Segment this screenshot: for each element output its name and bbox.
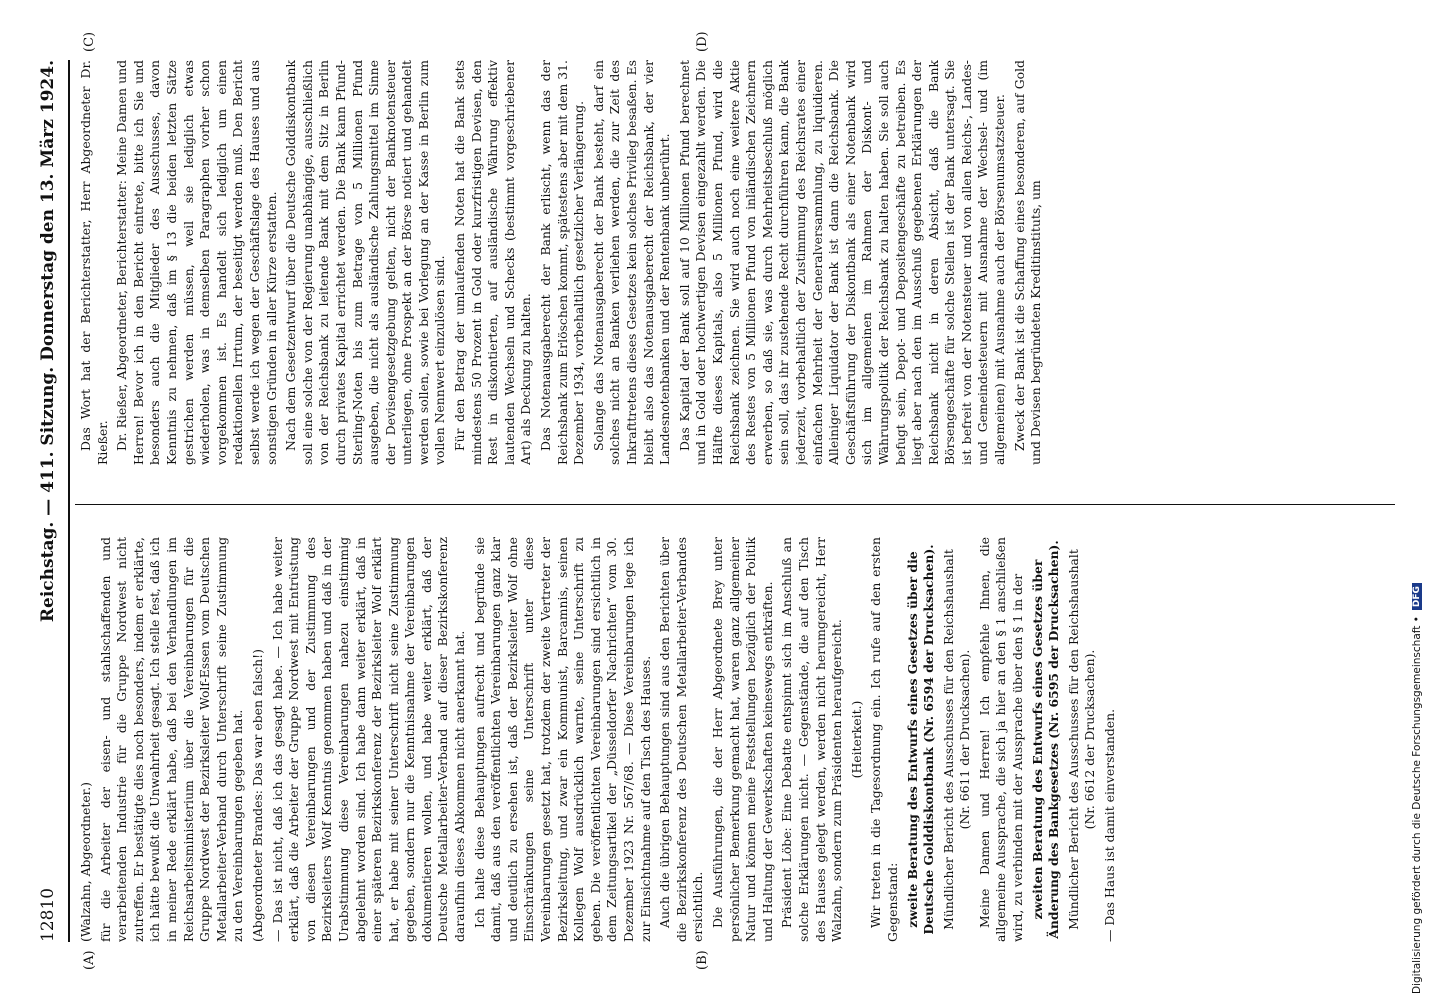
paragraph: Nach dem Gesetzentwurf über die Deutsche Golddiskontbank soll eine solche von der Regierung unabhängige, ausschließlich von der Reichsbank zu leitende Bank mit dem Sitz in Berlin durch privates Kapital errichtet werden. Die Bank kann Pfund-Sterling-Noten bis zum Betrage von 5 Millionen Pfund ausgeben, die nicht als ausländische Zahlungsmittel im Sinne der Devisengesetzgebung gelten, nicht der Banknotensteuer unterliegen, ohne Prospekt an der Börse notiert und gehandelt werden sollen, sowie bei Vorlegung an der Kasse in Berlin zum vollen Nennwert einzulösen sind. (283, 60, 448, 465)
paragraph: Wir treten in die Tagesordnung ein. Ich rufe auf den ersten Gegenstand: (868, 537, 900, 942)
page-header (38, 60, 70, 942)
paragraph: Das Wort hat der Berichterstatter, Herr Abgeordneter Dr. Rießer. (78, 60, 110, 465)
paragraph: Für den Betrag der umlaufenden Noten hat die Bank stets mindestens 50 Prozent in Gold oder kurzfristigen Devisen, den Rest in diskontierten, auf ausländische Währung effektiv lautenden Wechseln und Schecks (bestimmt vorgeschriebener Art) als Deckung zu halten. (452, 60, 534, 465)
paragraph: zweite Beratung des Entwurfs eines Gesetzes über die Deutsche Golddiskontbank (Nr. 6594 der Drucksachen). (904, 544, 937, 935)
paragraph: Mündlicher Bericht des Ausschusses für den Reichshaushalt (Nr. 6611 der Drucksachen). (940, 549, 973, 930)
dfg-logo: DFG (1412, 583, 1422, 610)
paragraph: Die Ausführungen, die der Herr Abgeordnete Brey unter persönlicher Bemerkung gemacht hat, waren ganz allgemeiner Natur und können meine Feststellungen bezüglich der Politik und Haltung der Gewerkschaften keineswegs entkräften. (709, 537, 775, 942)
digitization-footer (1404, 0, 1430, 1000)
paragraph: Das Notenausgaberecht der Bank erlischt, wenn das der Reichsbank zum Erlöschen kommt, spätestens aber mit dem 31. Dezember 1934, vorbehaltlich gesetzlicher Verlängerung. (538, 60, 587, 465)
paragraph: (Walzahn, Abgeordneter.) (78, 781, 93, 942)
right-text-column (78, 60, 1388, 465)
margin-marker-b: (B) (695, 950, 710, 970)
digitization-note: Digitalisierung gefördert durch die Deutsche Forschungsgemeinschaft • (1411, 616, 1423, 994)
paragraph: Präsident Löbe: Eine Debatte entspinnt sich im Anschluß an solche Erklärungen nicht. — Gegenstände, die auf den Tisch des Hauses gelegt werden, werden nicht herumgereicht, Herr Walzahn, sondern zum Präsidenten heraufgereicht. (779, 537, 845, 942)
paragraph: Das Kapital der Bank soll auf 10 Millionen Pfund berechnet und in Gold oder hochwertigen Devisen eingezahlt werden. Die Hälfte dieses Kapitals, also 5 Millionen Pfund, wird die Reichsbank zeichnen. Sie wird auch noch eine weitere Aktie des Restes von 5 Millionen Pfund von inländischen Zeichnern erwerben, so daß sie, was durch Mehrheitsbeschluß möglich sein soll, das ihr zustehende Recht durchführen kann, die Bank jederzeit, vorbehaltlich der Zustimmung des Reichsrates einer einfachen Mehrheit der Generalversammlung, zu liquidieren. Alleiniger Liquidator der Bank ist dann die Reichsbank. Die Geschäftsführung der Diskontbank als einer Notenbank wird sich im allgemeinen im Rahmen der Diskont- und Währungspolitik der Reichsbank zu halten haben. Sie soll auch befugt sein, Depot- und Depositengeschäfte zu betreiben. Es liegt aber nach den im Ausschuß gegebenen Erklärungen der Reichsbank nicht in deren Absicht, daß die Bank Börsengeschäfte für solche Stellen ist der Bank untersagt. Sie ist befreit von der Notensteuer und von allen Reichs-, Landes- und Gemeindesteuern mit Ausnahme der Wechsel- und (im allgemeinen) mit Ausnahme auch der Börsenumsatzsteuer. (676, 60, 1008, 465)
margin-marker-a: (A) (82, 950, 97, 970)
paragraph: (Abgeordneter Brandes: Das war eben falsch!) (249, 649, 265, 942)
column-divider (75, 504, 1395, 505)
paragraph: Zweck der Bank ist die Schaffung eines besonderen, auf Gold und Devisen begründeten Kreditinstituts, um (1011, 60, 1044, 465)
paragraph: zweiten Beratung des Entwurfs eines Gesetzes über Änderung des Bankgesetzes (Nr. 6595 der Drucksachen). (1029, 540, 1062, 939)
paragraph: — Das ist nicht, daß ich das gesagt habe. — Ich habe weiter erklärt, daß die Arbeiter der Gruppe Nordwest mit Entrüstung von diesen Vereinbarungen und der Zustimmung des Bezirksleiters Wolf Kenntnis genommen haben und daß in der Urabstimmung diese Vereinbarungen nahezu einstimmig abgelehnt worden sind. Ich habe dann weiter erklärt, daß in einer späteren Bezirkskonferenz der Bezirksleiter Wolf erklärt hat, er habe mit seiner Unterschrift nicht seine Zustimmung gegeben, sondern nur die Kenntnisnahme der Vereinbarungen dokumentieren wollen, und habe weiter erklärt, daß der Deutsche Metallarbeiter-Verband auf dieser Bezirkskonferenz daraufhin dieses Abkommen nicht anerkannt hat. (269, 537, 468, 942)
paragraph: für die Arbeiter der eisen- und stahlschaffenden und verarbeitenden Industrie für die Gruppe Nordwest nicht zutreffen. Er bestätigte dies noch besonders, indem er erklärte, ich hätte bewußt die Unwahrheit gesagt. Ich stelle fest, daß ich in meiner Rede erklärt habe, daß bei den Verhandlungen im Reichsarbeitsministerium über die Vereinbarungen für die Gruppe Nordwest der Bezirksleiter Wolf-Essen vom Deutschen Metallarbeiter-Verband durch Unterschrift seine Zustimmung zu den Vereinbarungen gegeben hat. (97, 537, 246, 942)
paragraph: Ich halte diese Behauptungen aufrecht und begründe sie damit, daß aus den veröffentlichten Vereinbarungen ganz klar und deutlich zu ersehen ist, daß der Bezirksleiter Wolf ohne Einschränkungen seine Unterschrift unter diese Vereinbarungen gesetzt hat, trotzdem der zweite Vertreter der Bezirksleitung, und zwar ein Kommunist, Barcamnis, seinen Kollegen Wolf ausdrücklich warnte, seine Unterschrift zu geben. Die veröffentlichten Vereinbarungen sind ersichtlich in dem Zeitungsartikel der „Düsseldorfer Nachrichten“ vom 30. Dezember 1923 Nr. 567/68. — Diese Vereinbarungen lege ich zur Einsichtnahme auf den Tisch des Hauses. (471, 537, 653, 942)
paragraph: Meine Damen und Herren! Ich empfehle Ihnen, die allgemeine Aussprache, die sich ja hier an den § 1 anschließen wird, zu verbinden mit der Aussprache über den § 1 in der (976, 537, 1026, 942)
paragraph: Auch die übrigen Behauptungen sind aus den Berichten über die Bezirkskonferenz des Deutschen Metallarbeiter-Verbandes ersichtlich. (657, 537, 706, 942)
page-title: Reichstag. — 411. Sitzung. Donnerstag den 13. März 1924. (38, 60, 58, 623)
page-number: 12810 (38, 887, 58, 942)
paragraph: — Das Haus ist damit einverstanden. (1102, 708, 1118, 942)
margin-marker-c: (C) (82, 31, 97, 52)
paragraph: (Heiterkeit.) (848, 700, 864, 779)
paragraph: Mündlicher Bericht des Ausschusses für den Reichshaushalt (Nr. 6612 der Drucksachen). (1065, 549, 1098, 930)
left-text-column (78, 537, 1388, 942)
paragraph: Solange das Notenausgaberecht der Bank besteht, darf ein solches nicht an Banken verliehen werden, die zur Zeit des Inkrafttretens dieses Gesetzes kein solches Privileg besaßen. Es bleibt also das Notenausgaberecht der Reichsbank, der vier Landesnotenbanken und der Rentenbank unberührt. (590, 60, 673, 465)
paragraph: Dr. Rießer, Abgeordneter, Berichterstatter: Meine Damen und Herren! Bevor ich in den Bericht eintrete, bitte ich Sie und besonders auch die Mitglieder des Ausschusses, davon Kenntnis zu nehmen, daß im § 13 die beiden letzten Sätze gestrichen werden müssen, weil sie lediglich etwas wiederholen, was in demselben Paragraphen vorher schon vorgekommen ist. Es handelt sich lediglich um einen redaktionellen Irrtum, der beseitigt werden muß. Den Bericht selbst werde ich wegen der Geschäftslage des Hauses und aus sonstigen Gründen in aller Kürze erstatten. (114, 60, 279, 465)
margin-marker-d: (D) (695, 31, 710, 52)
